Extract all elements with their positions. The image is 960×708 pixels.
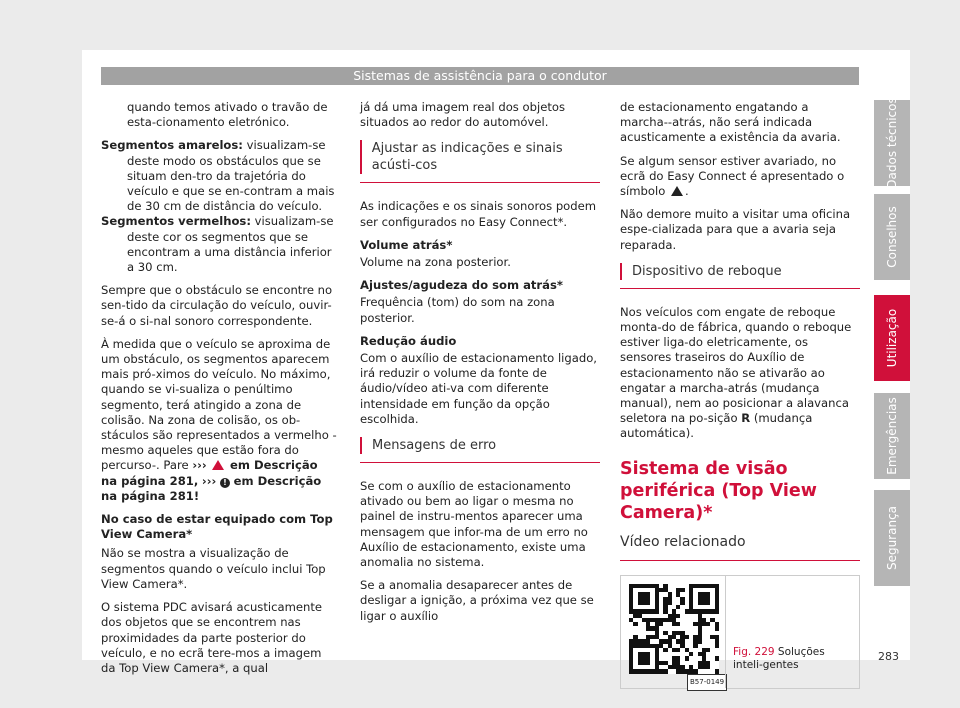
section-title: Ajustar as indicações e sinais acústi-cos [371, 141, 563, 174]
info-icon: ! [220, 478, 230, 488]
paragraph: Sempre que o obstáculo se encontre no sen-tido da circulação do veículo, ouvir-se-á o si-nal sonoro correspondente. [101, 283, 333, 328]
subheading [360, 238, 600, 253]
paragraph-collision [101, 337, 337, 504]
term-label: Segmentos amarelos: [101, 138, 243, 153]
warning-icon [212, 460, 224, 470]
paragraph: Frequência (tom) do som na zona posterior. [360, 295, 555, 325]
topview-heading [101, 512, 337, 542]
reference-link[interactable]: em Descrição na página 281! [101, 473, 322, 503]
definition-vermelhos [101, 214, 337, 275]
figure-caption-text: Soluções inteli-gentes [733, 645, 825, 671]
paragraph-text: Se algum sensor estiver avariado, no ecrã do Easy Connect é apresentado o símbolo [620, 153, 845, 199]
paragraph: Com o auxílio de estacionamento ligado, irá reduzir o volume da fonte de áudio/vídeo ati-va com diferente intensidade em função da opção escolhida. [360, 351, 597, 426]
term-text: visualizam-se deste cor os segmentos que se encontram a uma distância inferior a 30 cm. [127, 214, 334, 275]
subheading [360, 334, 600, 349]
paragraph: As indicações e os sinais sonoros podem ser configurados no Easy Connect*. [360, 199, 597, 229]
divider [725, 576, 726, 688]
tab-label: Emergências [885, 397, 899, 475]
paragraph-text: . [685, 184, 689, 199]
section-heading-ajustar [360, 140, 600, 183]
paragraph-reboque [620, 305, 860, 442]
definition-amarelos [101, 138, 337, 214]
paragraph: Se com o auxílio de estacionamento ativado ou bem ao ligar o mesma no painel de instru-mentos aparecer uma mensagem que infor-ma de um erro no Auxílio de estacionamento, existe uma anomalia no sistema. [360, 479, 588, 570]
related-video-box[interactable] [620, 575, 860, 689]
arrow-icon: ››› [201, 473, 217, 488]
tab-seguranca[interactable] [874, 490, 910, 586]
paragraph: Volume na zona posterior. [360, 255, 511, 270]
paragraph-text: Nos veículos com engate de reboque monta-do de fábrica, quando o reboque estiver liga-do eletricamente, os sensores traseiros do Auxílio de estacionamento não se ativarão ao engatar a marcha-atrás (mudança manual), nem ao posicionar a alavanca seletora na po-sição [620, 304, 852, 426]
column-3 [620, 100, 860, 689]
column-2 [360, 100, 600, 632]
tab-label: Segurança [885, 505, 899, 571]
qr-code-icon[interactable] [629, 584, 719, 674]
section-heading-mensagens [360, 437, 600, 463]
chapter-title: Sistema de visão periférica (Top View Camera)* [620, 458, 817, 523]
term-text: visualizam-se deste modo os obstáculos que se situam den-tro da trajetória do veículo e que se en-contram a mais de 30 cm de distância do veículo. [127, 138, 335, 214]
page-header: Sistemas de assistência para o condutor [101, 67, 859, 85]
tab-label: Conselhos [885, 206, 899, 268]
paragraph: Se a anomalia desaparecer antes de desligar a ignição, a próxima vez que se ligar o auxílio [360, 578, 594, 623]
heading-text: No caso de estar equipado com Top View Camera* [101, 512, 333, 542]
paragraph-sensor [620, 154, 860, 200]
paragraph: quando temos ativado o travão de esta-cionamento eletrónico. [127, 100, 328, 130]
tab-emergencias[interactable] [874, 393, 910, 479]
related-video-title: Vídeo relacionado [620, 532, 860, 561]
warning-icon [671, 186, 683, 196]
section-title: Mensagens de erro [372, 438, 497, 454]
paragraph: já dá uma imagem real dos objetos situados ao redor do automóvel. [360, 100, 566, 130]
paragraph-text: À medida que o veículo se aproxima de um obstáculo, os segmentos aparecem mais pró-ximos do veículo. No máximo, quando se vi-sualiza o penúltimo segmento, terá atingido a zona de colisão. Na zona de colisão, os ob-stáculos são representados a vermelho - mesmo aqueles que estão fora do percurso-. [101, 336, 337, 473]
arrow-icon: ››› [192, 458, 207, 473]
subheading-text: Redução áudio [360, 333, 457, 348]
tab-utilizacao[interactable] [874, 295, 910, 381]
section-title: Dispositivo de reboque [632, 263, 782, 279]
page-number: 283 [878, 650, 899, 663]
section-heading-reboque [620, 263, 860, 289]
paragraph: O sistema PDC avisará acusticamente dos objetos que se encontrem nas proximidades da parte posterior do veículo, e no ecrã tere-mos a imagem da Top View Camera*, a qual [101, 600, 323, 675]
paragraph-text: (mudança automática). [620, 411, 813, 441]
term-label: Segmentos vermelhos: [101, 214, 251, 229]
tab-conselhos[interactable] [874, 194, 910, 280]
paragraph: Não demore muito a visitar uma oficina espe-cializada para que a avaria seja reparada. [620, 207, 851, 252]
reference-link[interactable]: em Descrição na página 281, [101, 458, 318, 488]
tab-label: Dados técnicos [885, 97, 899, 189]
column-1 [101, 100, 337, 684]
subheading-text: Volume atrás* [360, 237, 453, 252]
subheading [360, 278, 600, 293]
paragraph: Não se mostra a visualização de segmentos quando o veículo inclui Top View Camera*. [101, 546, 326, 591]
gear-position: R [741, 411, 751, 426]
paragraph: de estacionamento engatando a marcha--atrás, não será indicada acusticamente a existência da avaria. [620, 100, 841, 145]
tab-dados-tecnicos[interactable] [874, 97, 910, 189]
subheading-text: Ajustes/agudeza do som atrás* [360, 278, 563, 293]
figure-label: Fig. 229 [733, 645, 775, 658]
qr-code-id: B57-0149 [687, 674, 727, 691]
figure-caption [733, 646, 853, 672]
tab-label: Utilização [885, 308, 899, 368]
pare-label: Pare [163, 458, 189, 473]
